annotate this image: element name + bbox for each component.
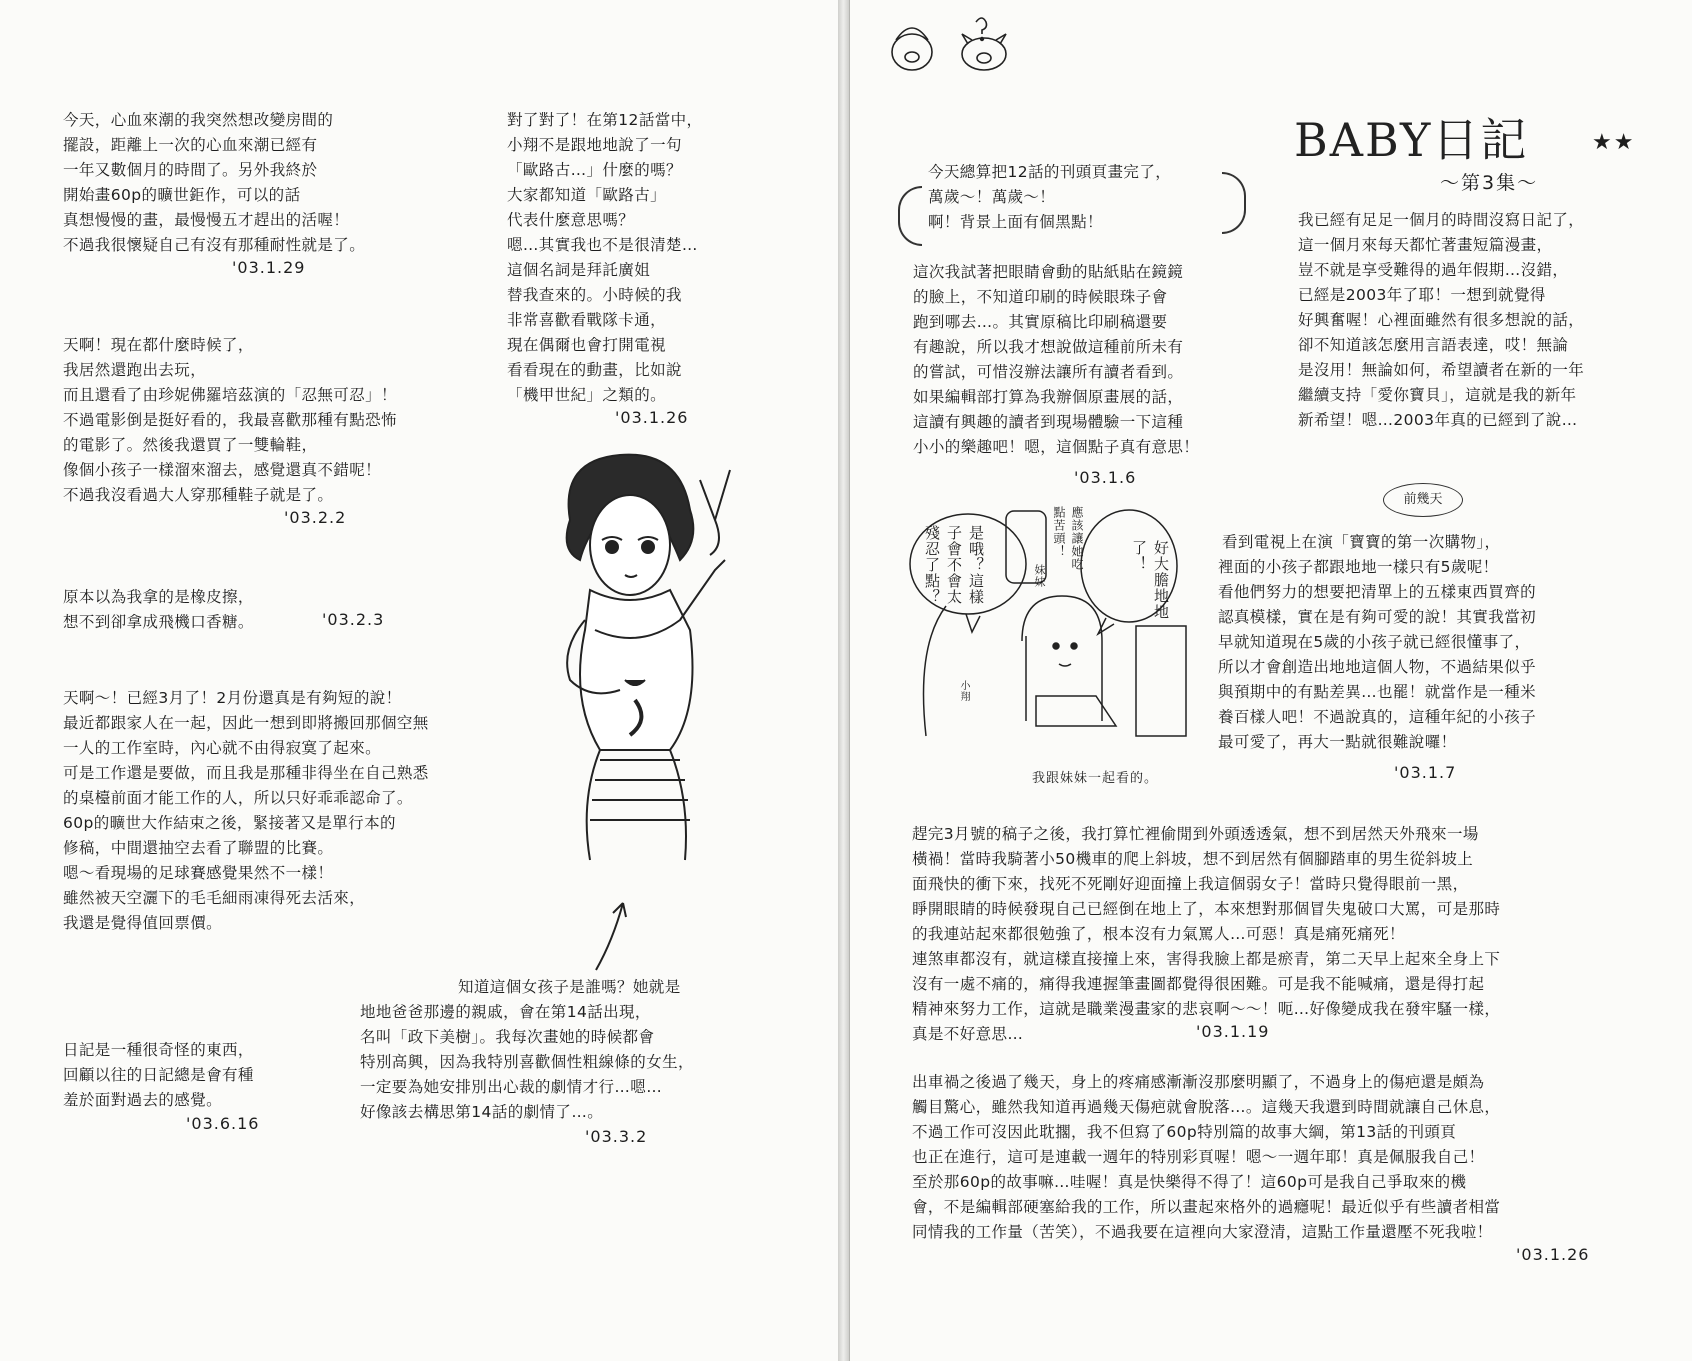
diary-line: 想不到卻拿成飛機口香糖。 bbox=[63, 613, 254, 631]
speech-bubble-text: 好大膽地地了！ bbox=[1130, 540, 1170, 620]
diary-line: 而且還看了由珍妮佛羅培茲演的「忍無可忍」！ bbox=[63, 386, 397, 404]
diary-line: 天啊～！已經3月了！2月份還真是有夠短的說！ bbox=[63, 689, 402, 707]
diary-line: 的我連站起來都很勉強了，根本沒有力氣罵人…可惡！真是痛死痛死！ bbox=[912, 925, 1405, 943]
diary-title: BABY日記 bbox=[1294, 113, 1529, 167]
diary-entry-0202 bbox=[63, 333, 397, 508]
diary-line: 替我查來的。小時候的我 bbox=[507, 286, 682, 304]
diary-line: 嗯…其實我也不是很清楚… bbox=[507, 236, 698, 254]
diary-line: 啊！背景上面有個黑點！ bbox=[928, 213, 1103, 231]
diary-line: 我居然還跑出去玩， bbox=[63, 361, 207, 379]
diary-line: 日記是一種很奇怪的東西， bbox=[63, 1041, 254, 1059]
diary-line: 我已經有足足一個月的時間沒寫日記了， bbox=[1298, 211, 1585, 229]
diary-line: 真是不好意思… bbox=[912, 1025, 1024, 1043]
diary-entry-0107 bbox=[1218, 530, 1536, 755]
diary-line: 不過電影倒是挺好看的，我最喜歡那種有點恐怖 bbox=[63, 411, 397, 429]
diary-line: 不過工作可沒因此耽擱，我不但寫了60p特別篇的故事大綱，第13話的刊頭頁 bbox=[912, 1123, 1457, 1141]
arrow-up-icon bbox=[588, 895, 632, 975]
diary-line: 新希望！嗯…2003年真的已經到了說… bbox=[1298, 411, 1578, 429]
star-icon: ★★ bbox=[1592, 130, 1636, 155]
diary-line: 看看現在的動畫，比如說 bbox=[507, 361, 682, 379]
diary-line: 養百樣人吧！不過說真的，這種年紀的小孩子 bbox=[1218, 708, 1537, 726]
diary-line: 橫禍！當時我騎著小50機車的爬上斜坡，想不到居然有個腳踏車的男生從斜坡上 bbox=[912, 850, 1474, 868]
diary-line: 名叫「政下美樹」。我每次畫她的時候都會 bbox=[360, 1028, 655, 1046]
diary-line: 如果編輯部打算為我辦個原畫展的話， bbox=[913, 388, 1184, 406]
diary-line: 我還是覺得值回票價。 bbox=[63, 914, 223, 932]
diary-line: 現在偶爾也會打開電視 bbox=[507, 336, 667, 354]
diary-line: 代表什麼意思嗎？ bbox=[507, 211, 635, 229]
diary-line: 好像該去構思第14話的劇情了…。 bbox=[360, 1103, 604, 1121]
diary-line: 豈不就是享受難得的過年假期…沒錯， bbox=[1298, 261, 1569, 279]
diary-line: 像個小孩子一樣溜來溜去，感覺還真不錯呢！ bbox=[63, 461, 382, 479]
diary-line: 觸目驚心，雖然我知道再過幾天傷疤就會脫落…。這幾天我還到時間就讓自己休息， bbox=[912, 1098, 1501, 1116]
diary-note-0106 bbox=[928, 160, 1171, 235]
diary-line: 的臉上，不知道印刷的時候眼珠子會 bbox=[913, 288, 1168, 306]
entry-date: '03.1.6 bbox=[1074, 468, 1137, 487]
diary-line: 今天總算把12話的刊頭頁畫完了， bbox=[928, 163, 1172, 181]
diary-line: 這一個月來每天都忙著畫短篇漫畫， bbox=[1298, 236, 1553, 254]
diary-line: 萬歲～！萬歲～！ bbox=[928, 188, 1056, 206]
diary-line: 卻不知道該怎麼用言語表達，哎！無論 bbox=[1298, 336, 1569, 354]
comic-label: 小翔 bbox=[958, 680, 969, 702]
diary-line: 的桌檯前面才能工作的人，所以只好乖乖認命了。 bbox=[63, 789, 413, 807]
diary-entry-0203 bbox=[63, 585, 254, 635]
diary-line: 一人的工作室時，內心就不由得寂寞了起來。 bbox=[63, 739, 382, 757]
diary-line: 趕完3月號的稿子之後，我打算忙裡偷閒到外頭透透氣，想不到居然天外飛來一場 bbox=[912, 825, 1479, 843]
diary-line: 羞於面對過去的感覺。 bbox=[63, 1091, 223, 1109]
diary-line: 天啊！現在都什麼時候了， bbox=[63, 336, 254, 354]
diary-line: 這個名詞是拜託廣姐 bbox=[507, 261, 651, 279]
entry-date: '03.1.7 bbox=[1394, 763, 1457, 782]
diary-entry-0126b bbox=[912, 1070, 1500, 1245]
entry-date: '03.1.29 bbox=[232, 258, 306, 277]
diary-line: 「機甲世紀」之類的。 bbox=[507, 386, 667, 404]
entry-date: '03.1.19 bbox=[1196, 1022, 1270, 1041]
entry-date: '03.2.3 bbox=[322, 610, 385, 629]
diary-line: 原本以為我拿的是橡皮擦， bbox=[63, 588, 254, 606]
diary-line: 已經是2003年了耶！一想到就覺得 bbox=[1298, 286, 1546, 304]
diary-line: 裡面的小孩子都跟地地一樣只有5歲呢！ bbox=[1218, 558, 1499, 576]
diary-entry-0126 bbox=[507, 108, 702, 408]
diary-line: 今天，心血來潮的我突然想改變房間的 bbox=[63, 111, 334, 129]
diary-line: 非常喜歡看戰隊卡通， bbox=[507, 311, 667, 329]
diary-line: 看他們努力的想要把清單上的五樣東西買齊的 bbox=[1218, 583, 1537, 601]
diary-line: 一定要為她安排別出心裁的劇情才行…嗯… bbox=[360, 1078, 663, 1096]
diary-line: 不過我沒看過大人穿那種鞋子就是了。 bbox=[63, 486, 334, 504]
diary-entry-0119 bbox=[912, 822, 1500, 1047]
diary-line: 睜開眼睛的時候發現自己已經倒在地上了，本來想對那個冒失鬼破口大罵，可是那時 bbox=[912, 900, 1501, 918]
diary-entry-0106 bbox=[913, 260, 1199, 460]
diary-line: 小翔不是跟地地說了一句 bbox=[507, 136, 682, 154]
diary-line: 小小的樂趣吧！嗯，這個點子真有意思！ bbox=[913, 438, 1200, 456]
girl-illustration bbox=[540, 450, 740, 870]
diary-line: 回顧以往的日記總是會有種 bbox=[63, 1066, 254, 1084]
comic-caption: 我跟妹妹一起看的。 bbox=[1032, 771, 1159, 786]
diary-line: 同情我的工作量（苦笑），不過我要在這裡向大家澄清，這點工作量還壓不死我啦！ bbox=[912, 1223, 1493, 1241]
diary-line: 擺設，距離上一次的心血來潮已經有 bbox=[63, 136, 318, 154]
diary-line: 對了對了！在第12話當中， bbox=[507, 111, 703, 129]
entry-date: '03.1.26 bbox=[615, 408, 689, 427]
diary-line: 精神來努力工作，這就是職業漫畫家的悲哀啊～～！呃…好像變成我在發牢騷一樣， bbox=[912, 1000, 1501, 1018]
diary-line: 真想慢慢的畫，最慢慢五才趕出的活喔！ bbox=[63, 211, 350, 229]
diary-line: 繼續支持「愛你寶貝」，這就是我的新年 bbox=[1298, 386, 1577, 404]
diary-line: 認真模樣，實在是有夠可愛的說！其實我當初 bbox=[1218, 608, 1537, 626]
diary-line: 沒有一處不痛的，痛得我連握筆畫圖都覺得很困難。可是我不能喊痛，還是得打起 bbox=[912, 975, 1485, 993]
diary-line: 會，不是編輯部硬塞給我的工作，所以畫起來格外的過癮呢！最近似乎有些讀者相當 bbox=[912, 1198, 1501, 1216]
diary-line: 一年又數個月的時間了。另外我終於 bbox=[63, 161, 318, 179]
diary-line: 大家都知道「歐路古」 bbox=[507, 186, 667, 204]
diary-line: 面飛快的衝下來，找死不死剛好迎面撞上我這個弱女子！當時只覺得眼前一黑， bbox=[912, 875, 1469, 893]
entry-date: '03.6.16 bbox=[186, 1114, 260, 1133]
diary-line: 是沒用！無論如何，希望讀者在新的一年 bbox=[1298, 361, 1585, 379]
diary-intro bbox=[1298, 208, 1584, 433]
diary-line: 最近都跟家人在一起，因此一想到即將搬回那個空無 bbox=[63, 714, 429, 732]
diary-line: 至於那60p的故事嘛…哇喔！真是快樂得不得了！這60p可是我自己爭取來的機 bbox=[912, 1173, 1467, 1191]
entry-tag: 前幾天 bbox=[1383, 483, 1463, 517]
diary-line: 60p的曠世大作結束之後，緊接著又是單行本的 bbox=[63, 814, 396, 832]
entry-date: '03.1.26 bbox=[1516, 1245, 1590, 1264]
diary-entry-march bbox=[63, 686, 429, 936]
diary-entry-0616 bbox=[63, 1038, 254, 1113]
diary-line: 與預期中的有點差異…也罷！就當作是一種米 bbox=[1218, 683, 1537, 701]
diary-line: 出車禍之後過了幾天，身上的疼痛感漸漸沒那麼明顯了，不過身上的傷疤還是頗為 bbox=[912, 1073, 1485, 1091]
diary-line: 看到電視上在演「寶寶的第一次購物」， bbox=[1222, 533, 1501, 551]
entry-date: '03.3.2 bbox=[585, 1127, 648, 1146]
diary-line: 修稿，中間還抽空去看了聯盟的比賽。 bbox=[63, 839, 334, 857]
speech-bubble-text: 是哦？這樣子會不會太殘忍了點？ bbox=[923, 525, 985, 605]
diary-line: 開始畫60p的曠世鉅作，可以的話 bbox=[63, 186, 301, 204]
diary-line: 有趣說，所以我才想說做這種前所未有 bbox=[913, 338, 1184, 356]
diary-line: 早就知道現在5歲的小孩子就已經很懂事了， bbox=[1218, 633, 1531, 651]
diary-entry-0129 bbox=[63, 108, 365, 258]
diary-line: 地地爸爸那邊的親戚，會在第14話出現， bbox=[360, 1003, 651, 1021]
diary-entry-0302 bbox=[360, 975, 694, 1125]
diary-line: 跑到哪去…。其實原稿比印刷稿還要 bbox=[913, 313, 1168, 331]
diary-line: 知道這個女孩子是誰嗎？她就是 bbox=[458, 978, 681, 996]
pig-doodle-icon bbox=[884, 12, 1024, 82]
diary-line: 最可愛了，再大一點就很難說囉！ bbox=[1218, 733, 1457, 751]
diary-line: 連煞車都沒有，就這樣直接撞上來，害得我臉上都是瘀青，第二天早上起來全身上下 bbox=[912, 950, 1501, 968]
diary-line: 雖然被天空灑下的毛毛細雨凍得死去活來， bbox=[63, 889, 366, 907]
diary-line: 這讀有興趣的讀者到現場體驗一下這種 bbox=[913, 413, 1184, 431]
entry-date: '03.2.2 bbox=[284, 508, 347, 527]
diary-subtitle: ～第3集～ bbox=[1440, 172, 1539, 194]
comic-label: 妹妹 bbox=[1033, 564, 1046, 588]
diary-line: 可是工作還是要做，而且我是那種非得坐在自己熟悉 bbox=[63, 764, 429, 782]
diary-line: 不過我很懷疑自己有沒有那種耐性就是了。 bbox=[63, 236, 366, 254]
comic-note-text: 應該讓她吃點苦頭！ bbox=[1052, 506, 1084, 571]
diary-line: 「歐路古…」什麼的嗎？ bbox=[507, 161, 682, 179]
diary-line: 好興奮喔！心裡面雖然有很多想說的話， bbox=[1298, 311, 1585, 329]
diary-line: 所以才會創造出地地這個人物，不過結果似乎 bbox=[1218, 658, 1537, 676]
diary-line: 嗯～看現場的足球賽感覺果然不一樣！ bbox=[63, 864, 334, 882]
diary-line: 的嘗試，可惜沒辦法讓所有讀者看到。 bbox=[913, 363, 1184, 381]
diary-line: 特別高興，因為我特別喜歡個性粗線條的女生， bbox=[360, 1053, 694, 1071]
diary-line: 的電影了。然後我還買了一雙輪鞋， bbox=[63, 436, 318, 454]
diary-line: 也正在進行，這可是連載一週年的特別彩頁喔！嗯～一週年耶！真是佩服我自己！ bbox=[912, 1148, 1485, 1166]
diary-line: 這次我試著把眼睛會動的貼紙貼在鏡鏡 bbox=[913, 263, 1184, 281]
